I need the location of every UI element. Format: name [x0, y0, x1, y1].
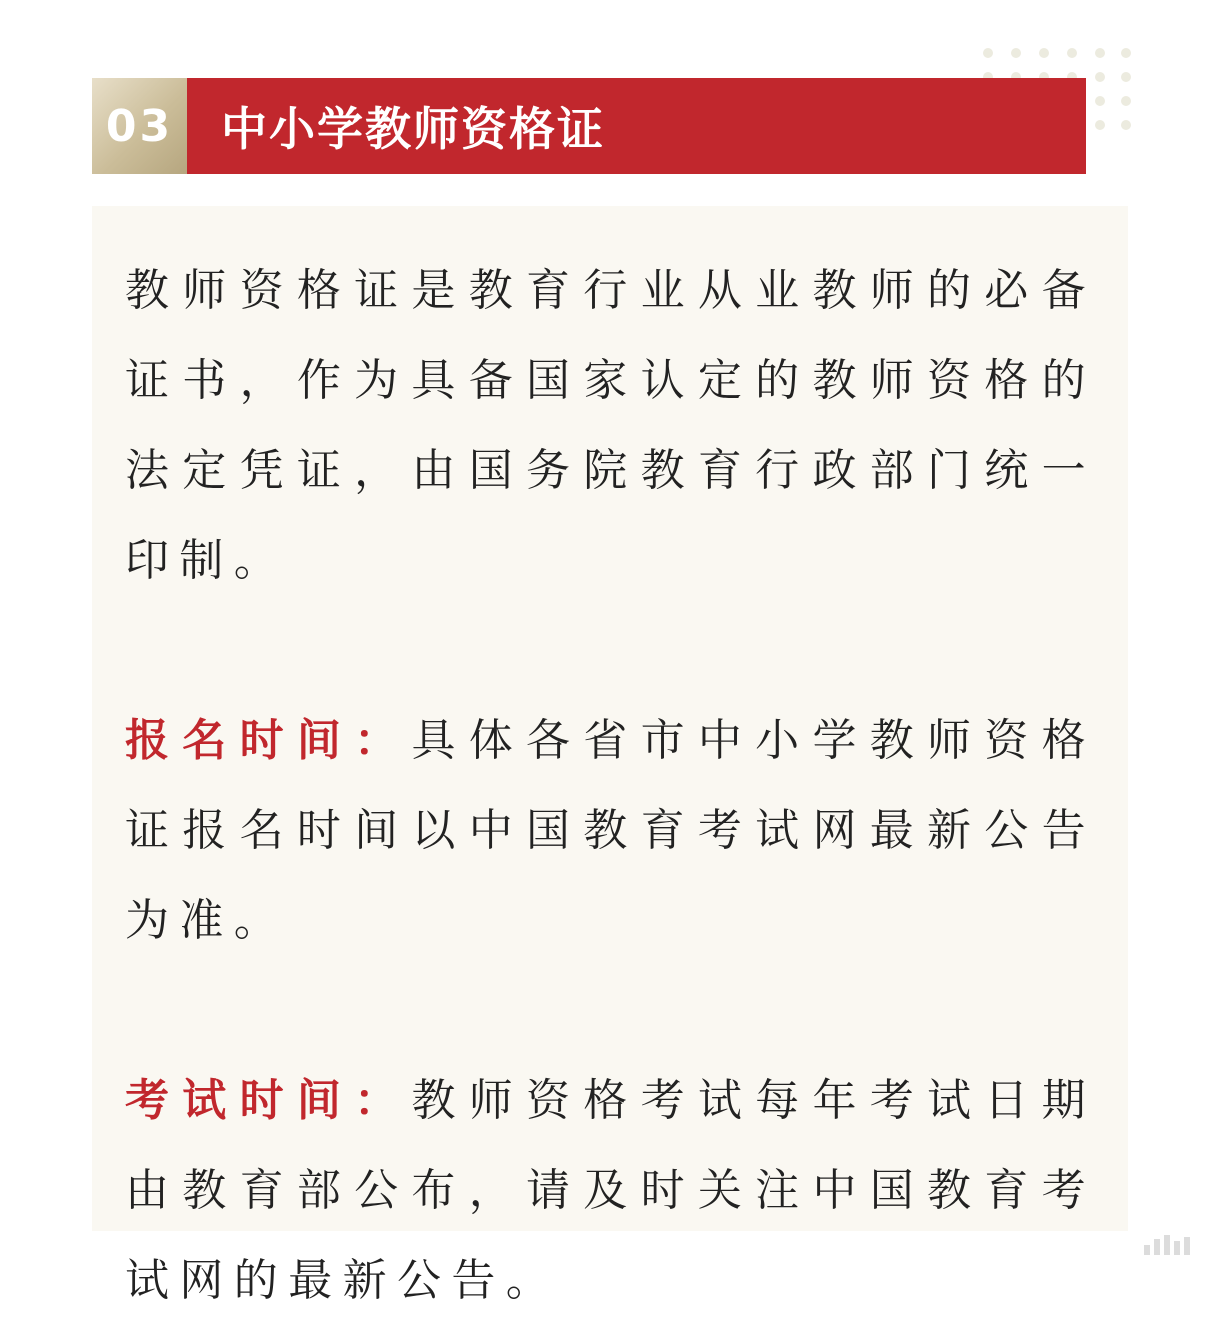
exam-label: 考试时间： [125, 1075, 412, 1126]
registration-text: 具体各省市中小学教师资格证报名时间以中国教育考试网最新公告为准。 [125, 715, 1096, 946]
exam-paragraph [125, 1056, 1096, 1326]
registration-paragraph [125, 696, 1096, 966]
content-card [92, 206, 1128, 1306]
section-number: 03 [105, 100, 174, 152]
watermark-icon [1144, 1235, 1190, 1255]
intro-paragraph: 教师资格证是教育行业从业教师的必备证书，作为具备国家认定的教师资格的法定凭证，由国务院教育行政部门统一印制。 [125, 265, 1096, 586]
section-title: 中小学教师资格证 [221, 102, 605, 156]
section-title-bar [187, 78, 1086, 174]
section-number-badge [92, 78, 187, 174]
registration-label: 报名时间： [125, 715, 412, 766]
section-header [92, 78, 1086, 174]
exam-text: 教师资格考试每年考试日期由教育部公布，请及时关注中国教育考试网的最新公告。 [125, 1075, 1096, 1306]
